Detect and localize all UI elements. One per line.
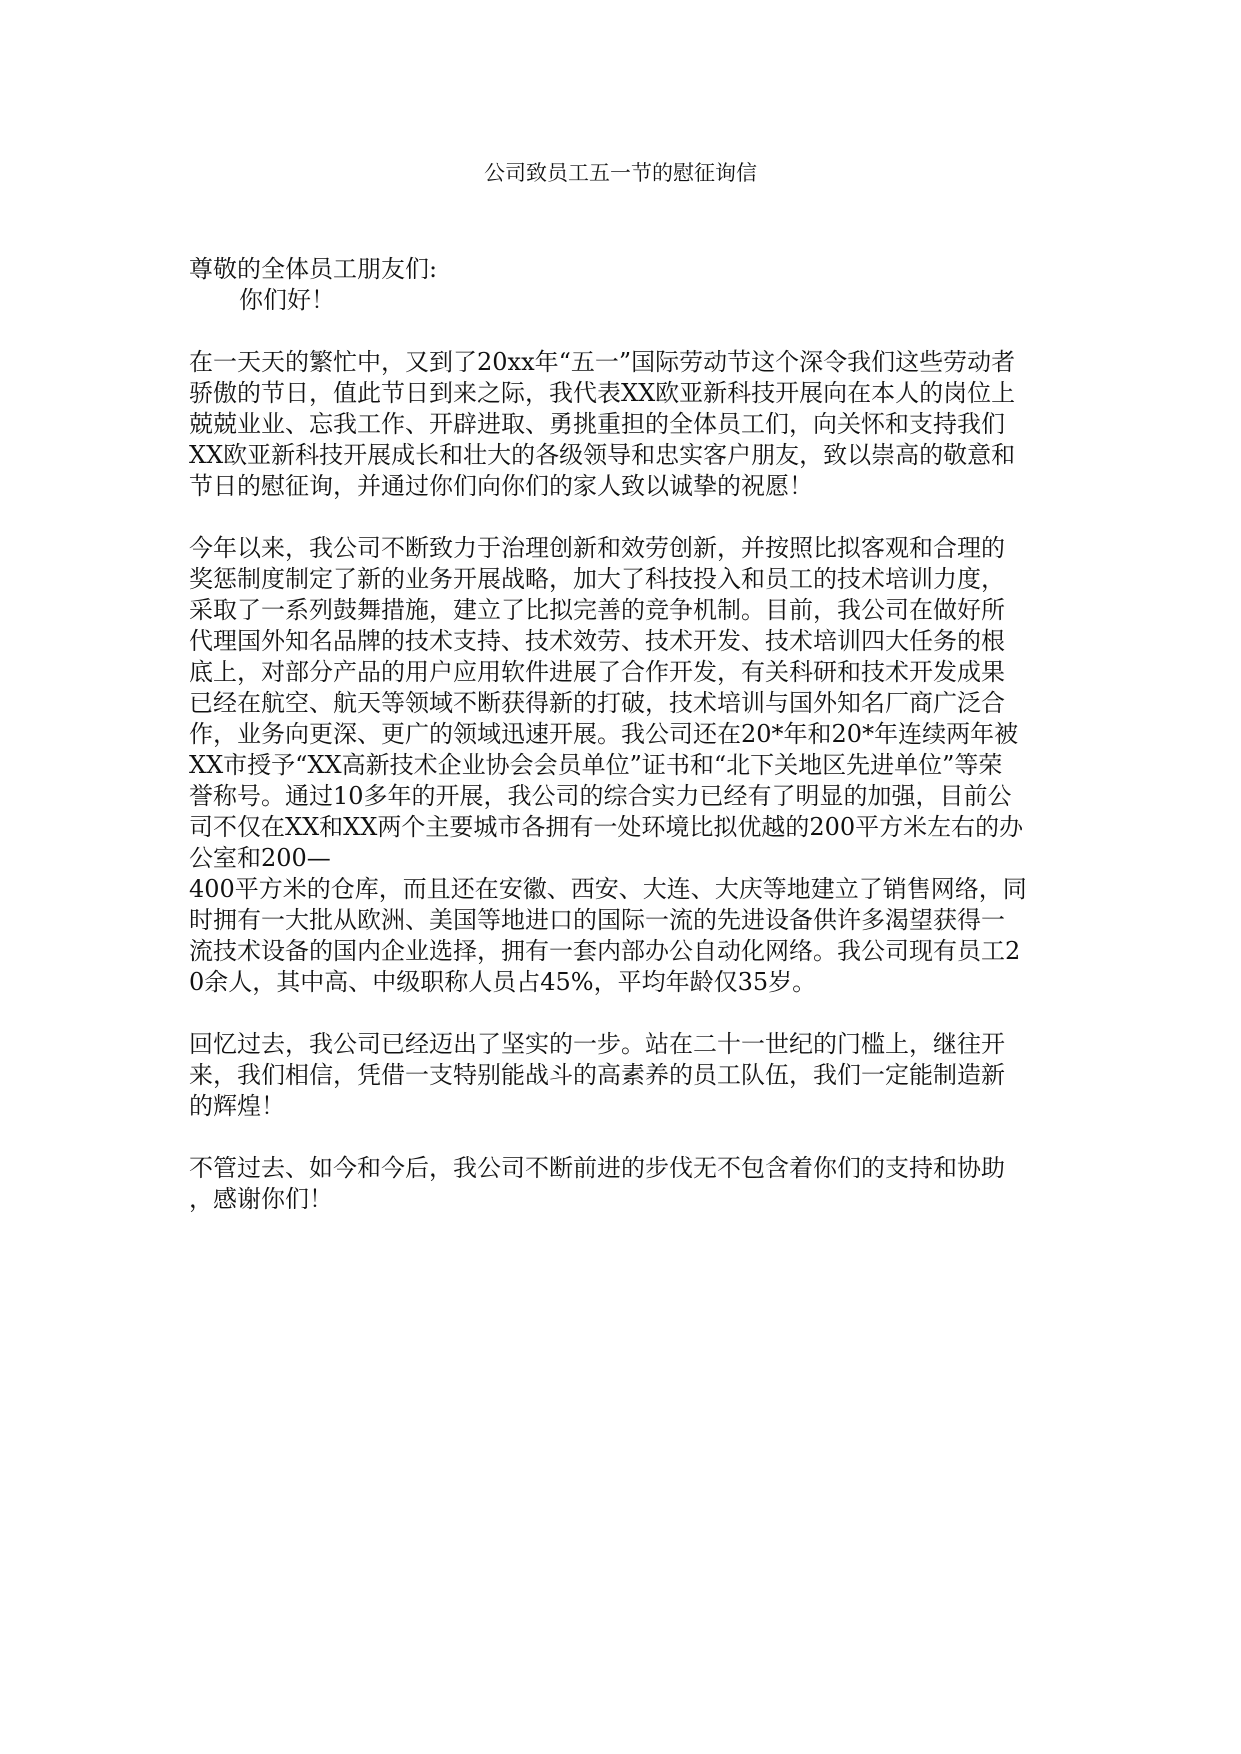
paragraph-line: 今年以来，我公司不断致力于治理创新和效劳创新，并按照比拟客观和合理的: [189, 534, 1005, 562]
paragraph-line: 奖惩制度制定了新的业务开展战略，加大了科技投入和员工的技术培训力度，: [189, 565, 1005, 593]
paragraph-line: 400平方米的仓库，而且还在安徽、西安、大连、大庆等地建立了销售网络，同: [189, 875, 1027, 903]
paragraph-gap: [189, 1122, 1054, 1153]
paragraph-line: 节日的慰征询，并通过你们向你们的家人致以诚挚的祝愿！: [189, 472, 813, 500]
paragraph-line: 在一天天的繁忙中，又到了20xx年“五一”国际劳动节这个深令我们这些劳动者: [189, 348, 1016, 376]
paragraph-line: 底上，对部分产品的用户应用软件进展了合作开发，有关科研和技术开发成果: [189, 658, 1005, 686]
paragraph-line: 流技术设备的国内企业选择，拥有一套内部办公自动化网络。我公司现有员工2: [189, 937, 1021, 965]
paragraph-2: [189, 533, 1054, 998]
letter-title: 公司致员工五一节的慰征询信: [484, 161, 757, 185]
paragraph-gap: [189, 998, 1054, 1029]
paragraph-line: 采取了一系列鼓舞措施，建立了比拟完善的竞争机制。目前，我公司在做好所: [189, 596, 1005, 624]
salutation: 尊敬的全体员工朋友们:: [189, 255, 438, 283]
paragraph-line: 司不仅在XX和XX两个主要城市各拥有一处环境比拟优越的200平方米左右的办: [189, 813, 1024, 841]
paragraph-line: 骄傲的节日，值此节日到来之际，我代表XX欧亚新科技开展向在本人的岗位上: [189, 379, 1016, 407]
paragraph-4: [189, 1153, 1054, 1215]
paragraph-gap: [189, 316, 1054, 347]
paragraph-line: 代理国外知名品牌的技术支持、技术效劳、技术开发、技术培训四大任务的根: [189, 627, 1005, 655]
paragraph-line: 来，我们相信，凭借一支特别能战斗的高素养的员工队伍，我们一定能制造新: [189, 1061, 1005, 1089]
paragraph-3: [189, 1029, 1054, 1122]
letter-body: [189, 254, 1054, 1215]
paragraph-line: 0余人，其中高、中级职称人员占45%，平均年龄仅35岁。: [189, 968, 817, 996]
paragraph-line: 兢兢业业、忘我工作、开辟进取、勇挑重担的全体员工们，向关怀和支持我们: [189, 410, 1005, 438]
paragraph-line: 公室和200—: [189, 844, 331, 872]
paragraph-gap: [189, 502, 1054, 533]
greeting: 你们好！: [239, 286, 335, 314]
paragraph-line: XX欧亚新科技开展成长和壮大的各级领导和忠实客户朋友，致以崇高的敬意和: [189, 441, 1016, 469]
paragraph-line: ，感谢你们！: [189, 1185, 333, 1213]
paragraph-line: 誉称号。通过10多年的开展，我公司的综合实力已经有了明显的加强，目前公: [189, 782, 1012, 810]
paragraph-1: [189, 347, 1054, 502]
paragraph-line: 回忆过去，我公司已经迈出了坚实的一步。站在二十一世纪的门槛上，继往开: [189, 1030, 1005, 1058]
paragraph-line: 时拥有一大批从欧洲、美国等地进口的国际一流的先进设备供许多渴望获得一: [189, 906, 1005, 934]
paragraph-line: 不管过去、如今和今后，我公司不断前进的步伐无不包含着你们的支持和协助: [189, 1154, 1005, 1182]
paragraph-line: 已经在航空、航天等领域不断获得新的打破，技术培训与国外知名厂商广泛合: [189, 689, 1005, 717]
paragraph-line: 作，业务向更深、更广的领域迅速开展。我公司还在20*年和20*年连续两年被: [189, 720, 1019, 748]
paragraph-line: 的辉煌！: [189, 1092, 285, 1120]
paragraph-line: XX市授予“XX高新技术企业协会会员单位”证书和“北下关地区先进单位”等荣: [189, 751, 1003, 779]
